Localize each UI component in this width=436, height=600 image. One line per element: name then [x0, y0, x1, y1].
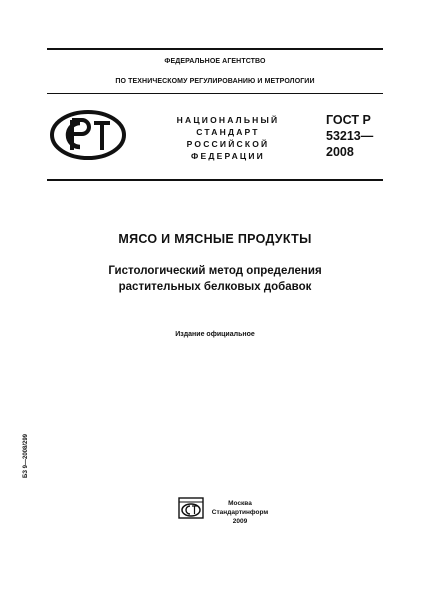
standard-line-4: ФЕДЕРАЦИИ — [191, 151, 265, 161]
gost-line-3: 2008 — [326, 145, 354, 159]
standard-line-2: СТАНДАРТ — [196, 127, 260, 137]
publisher-city: Москва — [228, 500, 252, 507]
agency-line-2: ПО ТЕХНИЧЕСКОМУ РЕГУЛИРОВАНИЮ И МЕТРОЛОГИИ — [115, 78, 315, 85]
standartinform-logo-icon — [178, 497, 204, 519]
gost-line-2: 53213— — [326, 129, 374, 143]
standard-line-1: НАЦИОНАЛЬНЫЙ — [176, 115, 280, 125]
header-rule — [47, 93, 383, 94]
rst-emblem-icon — [50, 110, 126, 160]
publisher-name: Стандартинформ — [211, 509, 269, 516]
side-info: БЗ 9—2008/299 — [23, 433, 29, 478]
edition-note: Издание официальное — [175, 331, 255, 338]
document-title: МЯСО И МЯСНЫЕ ПРОДУКТЫ — [118, 232, 312, 246]
agency-line-1: ФЕДЕРАЛЬНОЕ АГЕНТСТВО — [164, 58, 266, 65]
gost-line-1: ГОСТ Р — [326, 113, 371, 127]
header-bottom-rule — [47, 179, 383, 181]
standard-line-3: РОССИЙСКОЙ — [186, 139, 270, 149]
subtitle-line-2: растительных белковых добавок — [118, 281, 312, 293]
subtitle-line-1: Гистологический метод определения — [108, 265, 322, 277]
publisher-year: 2009 — [232, 518, 248, 525]
top-rule — [47, 48, 383, 50]
